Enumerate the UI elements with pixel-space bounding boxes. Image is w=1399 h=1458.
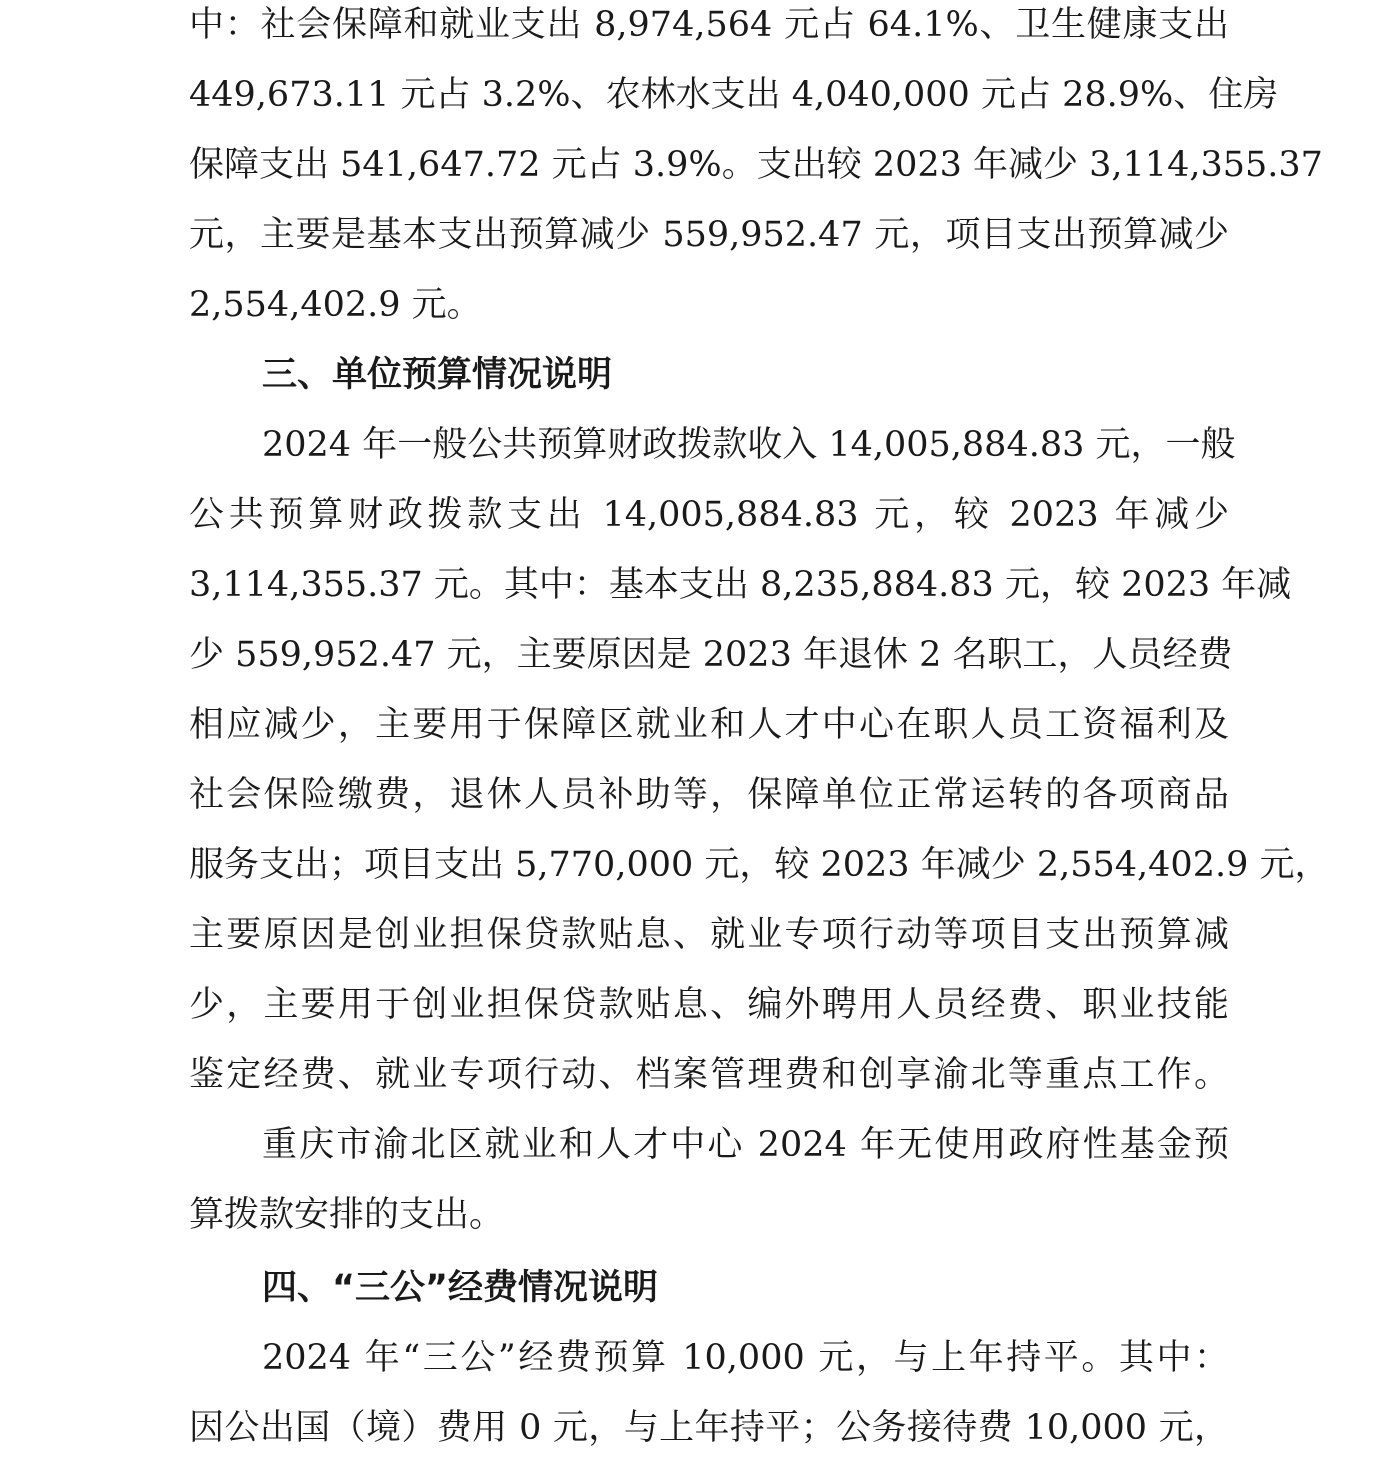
paragraph-line: 3,114,355.37 元。其中：基本支出 8,235,884.83 元，较 2023 年减 <box>189 565 1292 605</box>
paragraph-line: 少 559,952.47 元，主要原因是 2023 年退休 2 名职工，人员经费 <box>189 635 1233 675</box>
paragraph-line: 服务支出；项目支出 5,770,000 元，较 2023 年减少 2,554,402.9 元， <box>189 845 1330 885</box>
paragraph-line: 社会保险缴费，退休人员补助等，保障单位正常运转的各项商品 <box>189 775 1229 815</box>
paragraph-line: 相应减少，主要用于保障区就业和人才中心在职人员工资福利及 <box>189 705 1229 745</box>
paragraph-line: 中：社会保障和就业支出 8,974,564 元占 64.1%、卫生健康支出 <box>189 5 1229 45</box>
paragraph-line: 保障支出 541,647.72 元占 3.9%。支出较 2023 年减少 3,114,355.37 <box>189 145 1323 185</box>
section-heading: 四、“三公”经费情况说明 <box>262 1268 659 1308</box>
paragraph-line: 2024 年一般公共预算财政拨款收入 14,005,884.83 元，一般 <box>262 425 1236 465</box>
paragraph-line: 因公出国（境）费用 0 元，与上年持平；公务接待费 10,000 元， <box>189 1408 1229 1448</box>
section-heading: 三、单位预算情况说明 <box>262 355 613 395</box>
paragraph-line: 元，主要是基本支出预算减少 559,952.47 元，项目支出预算减少 <box>189 215 1229 255</box>
paragraph-line: 算拨款安排的支出。 <box>189 1195 505 1235</box>
paragraph-line: 2024 年“三公”经费预算 10,000 元，与上年持平。其中： <box>262 1338 1229 1378</box>
paragraph-line: 鉴定经费、就业专项行动、档案管理费和创享渝北等重点工作。 <box>189 1055 1229 1095</box>
paragraph-line: 公共预算财政拨款支出 14,005,884.83 元，较 2023 年减少 <box>189 495 1229 535</box>
paragraph-line: 2,554,402.9 元。 <box>189 285 482 325</box>
paragraph-line: 少，主要用于创业担保贷款贴息、编外聘用人员经费、职业技能 <box>189 985 1229 1025</box>
paragraph-line: 449,673.11 元占 3.2%、农林水支出 4,040,000 元占 28.9%、住房 <box>189 75 1279 115</box>
paragraph-line: 重庆市渝北区就业和人才中心 2024 年无使用政府性基金预 <box>262 1125 1229 1165</box>
paragraph-line: 主要原因是创业担保贷款贴息、就业专项行动等项目支出预算减 <box>189 915 1229 955</box>
